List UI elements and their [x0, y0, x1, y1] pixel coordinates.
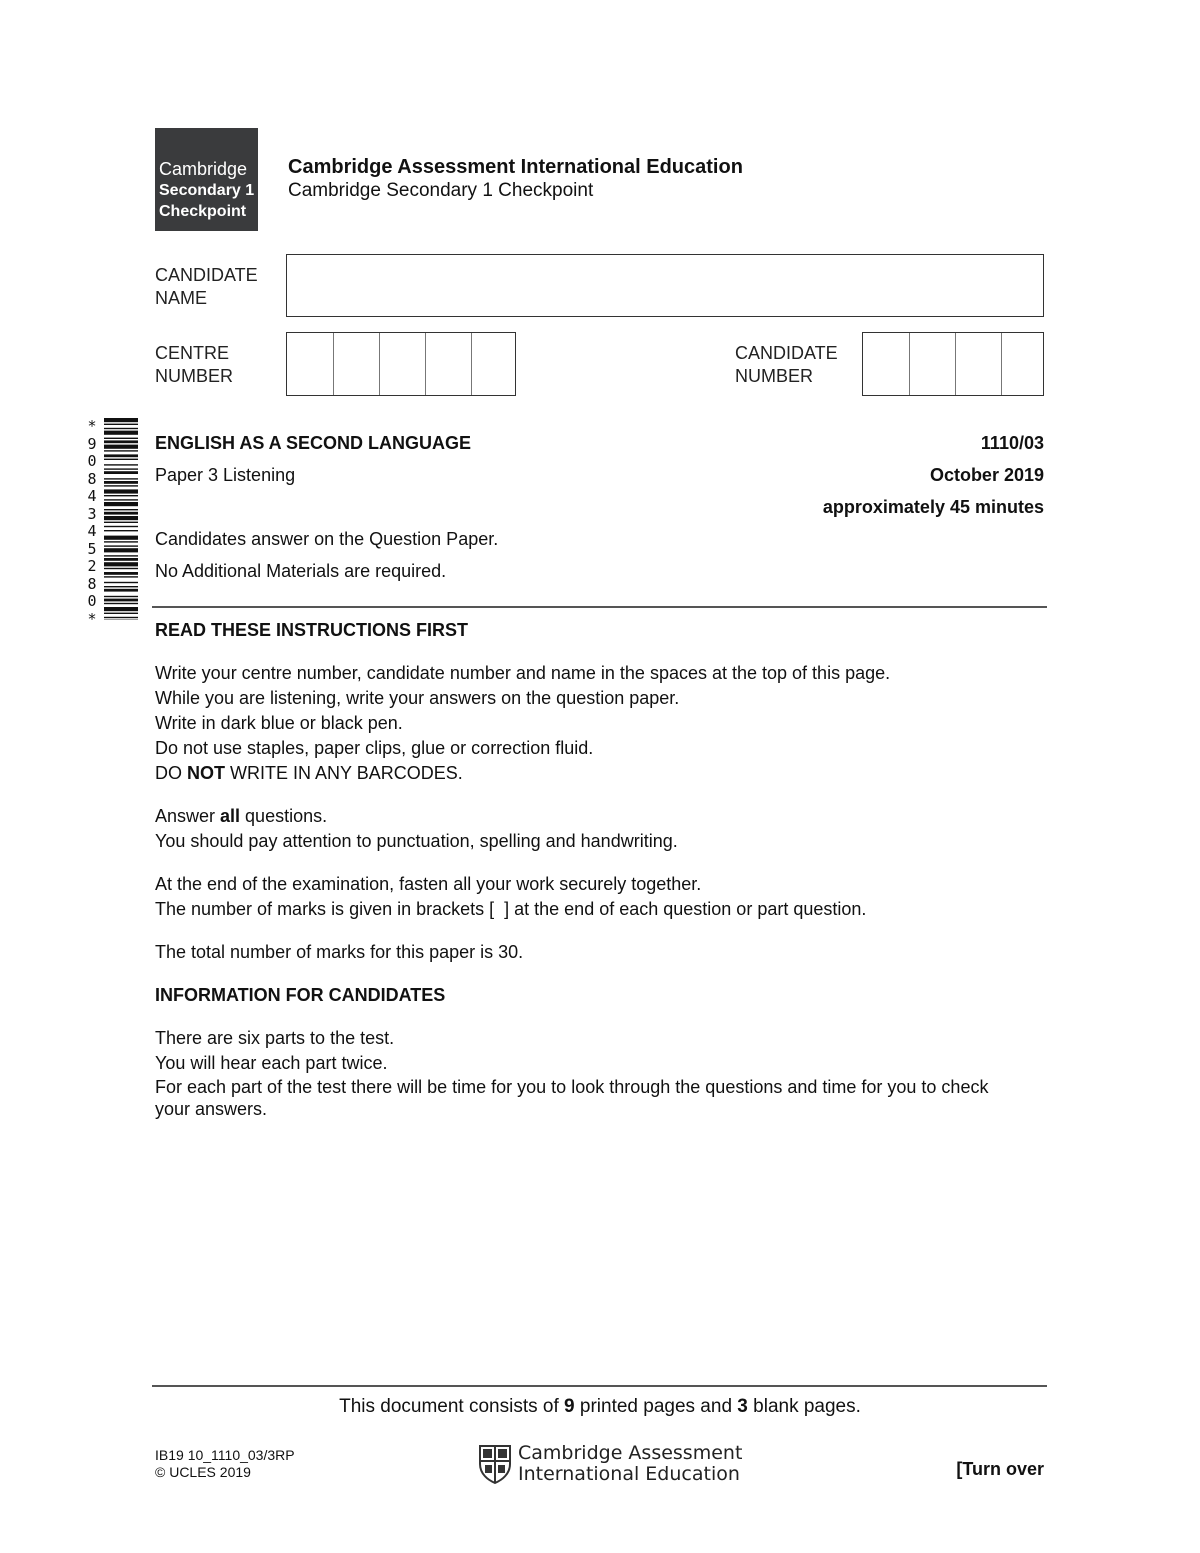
centre-number-field[interactable]	[286, 332, 516, 396]
instruction-line: The number of marks is given in brackets [ ] at the end of each question or part question.	[155, 899, 867, 919]
candidate-name-label-line-1: CANDIDATE	[155, 265, 258, 285]
centre-number-cell[interactable]	[287, 333, 333, 395]
information-line: You will hear each part twice.	[155, 1053, 388, 1073]
organisation-title: Cambridge Assessment International Education	[288, 156, 743, 178]
information-line: There are six parts to the test.	[155, 1028, 395, 1048]
instruction-line: Do not use staples, paper clips, glue or correction fluid.	[155, 738, 594, 758]
syllabus-code: 1110/03	[980, 433, 1044, 453]
logo-line-2: Secondary 1	[159, 182, 255, 199]
barcode-digit: 5	[87, 539, 97, 558]
barcode-digits	[84, 418, 100, 628]
instruction-line: At the end of the examination, fasten all your work securely together.	[155, 874, 702, 894]
instruction-line: The total number of marks for this paper is 30.	[155, 942, 524, 962]
candidate-number-label-line-1: CANDIDATE	[735, 343, 838, 363]
paper-component: Paper 3 Listening	[155, 465, 296, 485]
exam-duration: approximately 45 minutes	[822, 497, 1044, 517]
barcode-digit: 0	[87, 452, 97, 470]
candidate-name-label	[155, 264, 258, 310]
logo-wordmark	[518, 1443, 742, 1485]
candidate-name-field[interactable]	[286, 254, 1044, 317]
information-line: For each part of the test there will be time for you to look through the questions and time for you to check	[155, 1077, 989, 1097]
barcode-digit: 8	[87, 469, 97, 488]
barcode-digit: 4	[87, 522, 97, 540]
instruction-line: You should pay attention to punctuation, spelling and handwriting.	[155, 831, 678, 851]
candidate-number-cell[interactable]	[909, 333, 955, 395]
logo-line-3: Checkpoint	[159, 203, 247, 220]
barcode-digit: 0	[87, 592, 97, 610]
divider	[152, 606, 1047, 608]
centre-number-cell[interactable]	[333, 333, 379, 395]
text-span: questions.	[240, 806, 328, 826]
document-reference	[155, 1447, 295, 1481]
centre-number-cell[interactable]	[379, 333, 425, 395]
centre-number-label	[155, 342, 233, 388]
candidate-number-label-line-2: NUMBER	[735, 366, 814, 386]
printed-pages-count: 9	[564, 1396, 575, 1417]
candidate-number-cell[interactable]	[955, 333, 1001, 395]
instructions-heading: READ THESE INSTRUCTIONS FIRST	[155, 620, 469, 640]
centre-number-label-line-1: CENTRE	[155, 343, 230, 363]
instruction-line: Write your centre number, candidate number and name in the spaces at the top of this page.	[155, 663, 891, 683]
reference-code: IB19 10_1110_03/3RP	[155, 1447, 295, 1463]
barcode-digit: *	[87, 417, 97, 435]
instructions-section	[155, 618, 1045, 1120]
emphasis: NOT	[187, 763, 226, 783]
page-count-note	[0, 1396, 1200, 1418]
candidate-number-label	[735, 342, 838, 388]
centre-number-label-line-2: NUMBER	[155, 366, 234, 386]
centre-number-cell[interactable]	[425, 333, 471, 395]
emphasis: all	[220, 806, 241, 826]
text-span: printed pages and	[574, 1396, 738, 1417]
crest-icon	[478, 1444, 512, 1484]
logo-wordmark-line-1: Cambridge Assessment	[518, 1442, 743, 1464]
instruction-line	[155, 804, 1045, 829]
instruction-line: While you are listening, write your answers on the question paper.	[155, 688, 680, 708]
information-heading: INFORMATION FOR CANDIDATES	[155, 985, 446, 1005]
subject-title: ENGLISH AS A SECOND LANGUAGE	[155, 433, 472, 453]
barcode-digit: 9	[87, 434, 97, 453]
text-span: blank pages.	[747, 1396, 861, 1417]
candidate-number-cell[interactable]	[1001, 333, 1042, 395]
answer-instruction: Candidates answer on the Question Paper.	[155, 529, 499, 549]
barcode-digit: 3	[87, 504, 97, 523]
candidate-number-cell[interactable]	[863, 333, 909, 395]
programme-subtitle: Cambridge Secondary 1 Checkpoint	[288, 180, 594, 201]
candidate-name-label-line-2: NAME	[155, 288, 208, 308]
text-span: Answer	[155, 806, 221, 826]
barcode-digit: 4	[87, 487, 97, 505]
logo-line-1: Cambridge	[159, 159, 248, 179]
instruction-line: Write in dark blue or black pen.	[155, 713, 403, 733]
copyright-notice: © UCLES 2019	[155, 1464, 251, 1480]
text-span: DO	[155, 763, 188, 783]
turn-over-note: [Turn over	[956, 1459, 1044, 1479]
barcode-digit: 8	[87, 574, 97, 593]
centre-number-cell[interactable]	[471, 333, 514, 395]
information-line: your answers.	[155, 1099, 268, 1119]
logo-wordmark-line-2: International Education	[518, 1463, 740, 1485]
barcode-icon	[104, 418, 138, 620]
candidate-number-field[interactable]	[862, 332, 1044, 396]
checkpoint-logo	[155, 128, 258, 231]
exam-session: October 2019	[929, 465, 1044, 485]
text-span: This document consists of	[339, 1396, 565, 1417]
instruction-line	[155, 761, 1045, 786]
cambridge-assessment-logo	[478, 1443, 742, 1485]
barcode-digit: 2	[87, 557, 97, 575]
materials-note: No Additional Materials are required.	[155, 561, 447, 581]
footer-divider	[152, 1385, 1047, 1387]
blank-pages-count: 3	[737, 1396, 748, 1417]
text-span: WRITE IN ANY BARCODES.	[225, 763, 463, 783]
barcode-digit: *	[87, 609, 97, 628]
